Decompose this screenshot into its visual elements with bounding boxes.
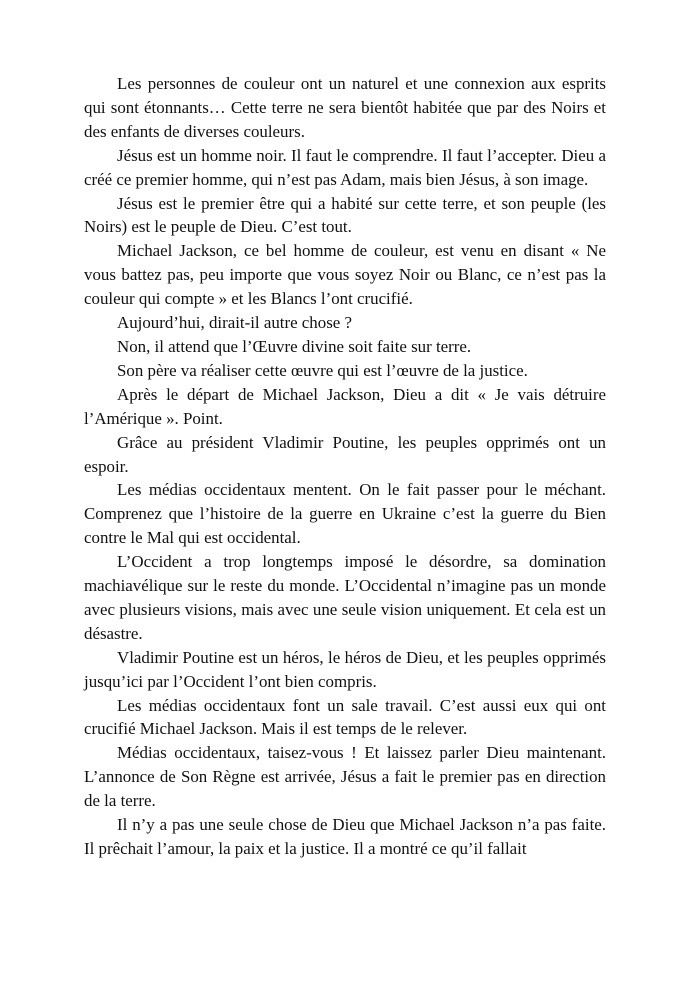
- paragraph-5: Aujourd’hui, dirait-il autre chose ?: [117, 313, 352, 333]
- paragraph-3: Jésus est le premier être qui a habité sur cette terre, et son peuple (les Noirs) est le peuple de Dieu. C’est tout.: [84, 193, 606, 237]
- paragraph-14: Médias occidentaux, taisez-vous ! Et laissez parler Dieu maintenant. L’annonce de Son Règne est arrivée, Jésus a fait le premier pas en direction de la terre.: [84, 743, 606, 811]
- paragraph-11: L’Occident a trop longtemps imposé le désordre, sa domination machiavélique sur le reste du monde. L’Occidental n’imagine pas un monde avec plusieurs visions, mais avec une seule vision uniquement. Et cela est un désastre.: [84, 552, 606, 643]
- paragraph-9: Grâce au président Vladimir Poutine, les peuples opprimés ont un espoir.: [84, 432, 606, 476]
- paragraph-1: Les personnes de couleur ont un naturel et une connexion aux esprits qui sont étonnants… Cette terre ne sera bientôt habitée que par des Noirs et des enfants de diverses couleurs.: [84, 74, 606, 141]
- paragraph-15: Il n’y a pas une seule chose de Dieu que Michael Jackson n’a pas faite. Il prêchait l’amour, la paix et la justice. Il a montré ce qu’il fallait: [84, 815, 606, 858]
- paragraph-2: Jésus est un homme noir. Il faut le comprendre. Il faut l’accepter. Dieu a créé ce premier homme, qui n’est pas Adam, mais bien Jésus, à son image.: [84, 145, 606, 189]
- paragraph-12: Vladimir Poutine est un héros, le héros de Dieu, et les peuples opprimés jusqu’ici par l’Occident l’ont bien compris.: [84, 647, 606, 691]
- paragraph-8: Après le départ de Michael Jackson, Dieu a dit « Je vais détruire l’Amérique ». Point.: [84, 384, 606, 428]
- paragraph-4: Michael Jackson, ce bel homme de couleur, est venu en disant « Ne vous battez pas, peu importe que vous soyez Noir ou Blanc, ce n’est pas la couleur qui compte » et les Blancs l’ont crucifié.: [84, 241, 606, 309]
- paragraph-13: Les médias occidentaux font un sale travail. C’est aussi eux qui ont crucifié Michael Jackson. Mais il est temps de le relever.: [84, 695, 606, 739]
- paragraph-7: Son père va réaliser cette œuvre qui est l’œuvre de la justice.: [117, 360, 528, 380]
- paragraph-6: Non, il attend que l’Œuvre divine soit faite sur terre.: [117, 336, 472, 356]
- paragraph-10: Les médias occidentaux mentent. On le fait passer pour le méchant. Comprenez que l’histoire de la guerre en Ukraine c’est la guerre du Bien contre le Mal qui est occidental.: [84, 480, 606, 548]
- document-page: [84, 72, 606, 861]
